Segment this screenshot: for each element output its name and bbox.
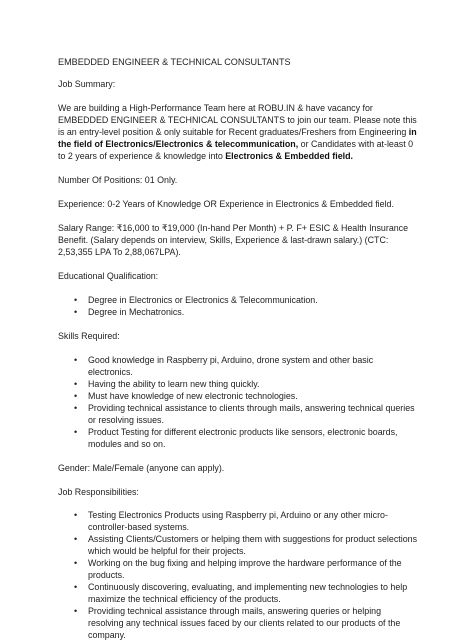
list-item: • Must have knowledge of new electronic technologies.: [58, 390, 418, 402]
gender-line: Gender: Male/Female (anyone can apply).: [58, 463, 225, 473]
summary-label: Job Summary:: [58, 79, 116, 89]
list-item: • Degree in Electronics or Electronics & Telecommunication.: [58, 294, 418, 306]
summary-bold-2: Electronics & Embedded field.: [225, 151, 353, 161]
education-list: [58, 294, 418, 318]
education-label: Educational Qualification:: [58, 271, 159, 281]
list-item: • Assisting Clients/Customers or helping them with suggestions for product selections which would be helpful for their projects.: [58, 533, 418, 557]
list-item: • Working on the bug fixing and helping improve the hardware performance of the products.: [58, 557, 418, 581]
responsibilities-label: Job Responsibilities:: [58, 487, 139, 497]
summary-text-2: or Candidates with at-least 0 to 2 years of experience & knowledge into: [58, 139, 414, 161]
list-item: • Providing technical assistance to clients through mails, answering technical queries or resolving issues.: [58, 402, 418, 426]
list-item: • Testing Electronics Products using Raspberry pi, Arduino or any other micro-controller-based systems.: [58, 509, 418, 533]
salary-paragraph: Salary Range: ₹16,000 to ₹19,000 (In-hand Per Month) + P. F+ ESIC & Health Insurance Benefit. (Salary depends on interview, Skills, Experience & last-drawn salary.) (CTC: 2,53,355 LPA To 2,88,067LPA).: [58, 223, 409, 257]
list-item: • Having the ability to learn new thing quickly.: [58, 378, 418, 390]
experience-line: Experience: 0-2 Years of Knowledge OR Experience in Electronics & Embedded field.: [58, 199, 394, 209]
list-item: • Providing technical assistance through mails, answering queries or helping resolving any technical issues faced by our clients related to our products of the company.: [58, 605, 418, 641]
positions-line: Number Of Positions: 01 Only.: [58, 175, 178, 185]
list-item: • Continuously discovering, evaluating, and implementing new technologies to help maximize the technical efficiency of the products.: [58, 581, 418, 605]
list-item: • Degree in Mechatronics.: [58, 306, 418, 318]
list-item: • Good knowledge in Raspberry pi, Arduino, drone system and other basic electronics.: [58, 354, 418, 378]
summary-paragraph: [58, 102, 418, 162]
responsibilities-list: [58, 509, 418, 641]
skills-label: Skills Required:: [58, 331, 120, 341]
job-title: EMBEDDED ENGINEER & TECHNICAL CONSULTANTS: [58, 57, 291, 67]
summary-text-1: We are building a High-Performance Team here at ROBU.IN & have vacancy for EMBEDDED ENGINEER & TECHNICAL CONSULTANTS to join our team. Please note this is an entry-level position & only suitable for Recent graduates/Freshers from Engineering: [58, 103, 417, 137]
summary-bold-1: in the field of Electronics/Electronics & telecommunication,: [58, 127, 417, 149]
list-item: • Product Testing for different electronic products like sensors, electronic boards, modules and so on.: [58, 426, 418, 450]
skills-list: [58, 354, 418, 450]
